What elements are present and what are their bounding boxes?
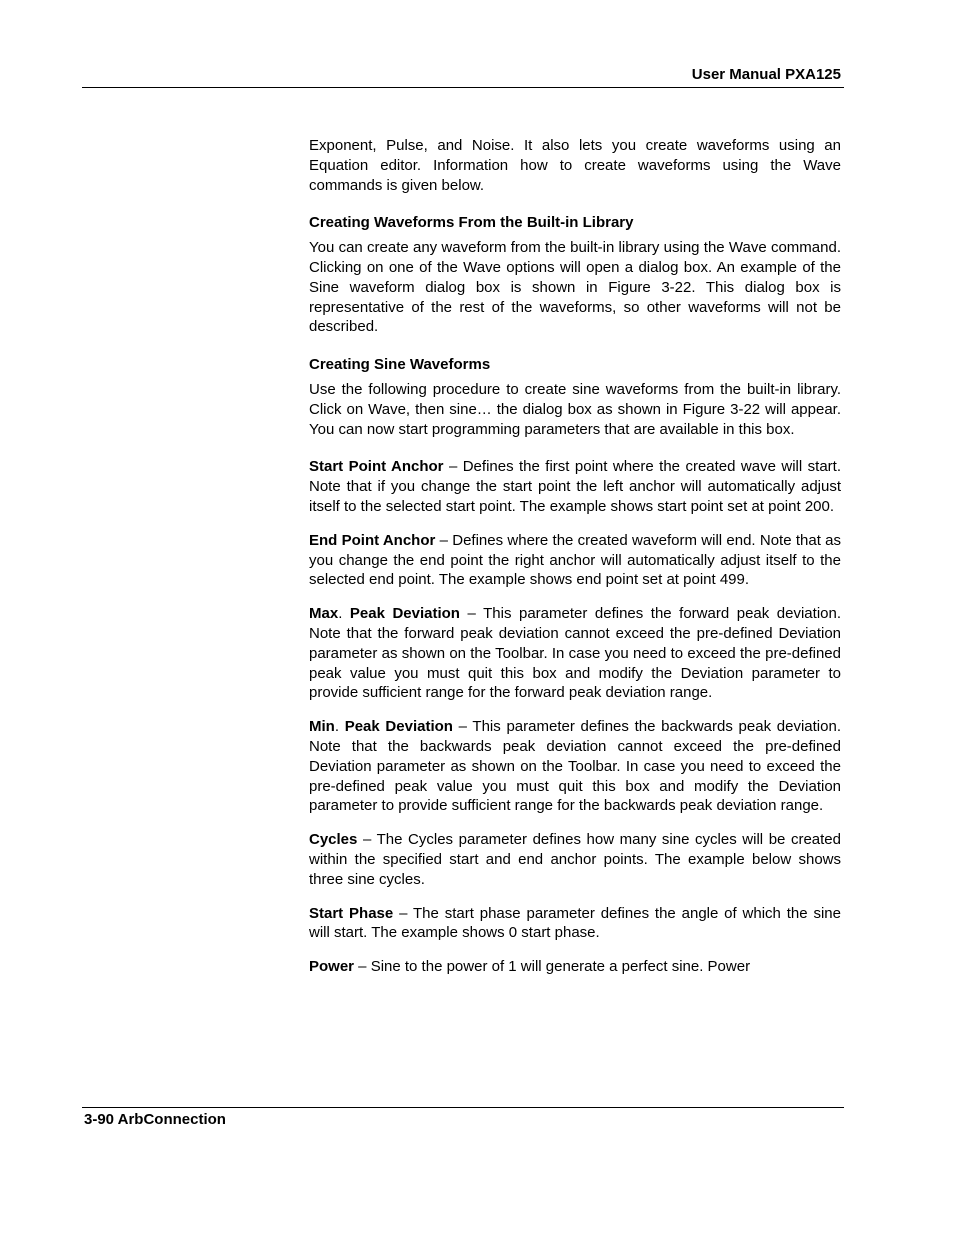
param-term: Start Point Anchor [309, 458, 444, 476]
section-heading-builtin-library: Creating Waveforms From the Built-in Library [309, 214, 634, 232]
param-term: Peak Deviation [349, 605, 460, 623]
param-start-point-anchor [309, 457, 841, 516]
sine-waveforms-paragraph: Use the following procedure to create sine waveforms from the built-in library. Click on Wave, then sine… the dialog box as shown in Figure 3-22 will appear. You can now start programming parameters that are available in this box. [309, 380, 841, 438]
param-term: Min [309, 718, 335, 736]
param-description: – This parameter defines the forward peak deviation. Note that the forward peak deviation cannot exceed the pre-defined Deviation parameter as shown on the Toolbar. In case you need to exceed the pre-defined peak value you must quit this box and modify the Deviation parameter to provide sufficient range for the forward peak deviation range. [309, 605, 841, 702]
param-description: – This parameter defines the backwards peak deviation. Note that the backwards peak deviation cannot exceed the pre-defined Deviation parameter as shown on the Toolbar. In case you need to exceed the pre-defined peak value you must quit this box and modify the Deviation parameter to provide sufficient range for the backwards peak deviation range. [309, 718, 841, 815]
param-term: Peak Deviation [344, 718, 453, 736]
param-description: – Sine to the power of 1 will generate a perfect sine. Power [354, 958, 751, 976]
param-start-phase [309, 904, 841, 944]
param-end-point-anchor [309, 531, 841, 590]
param-term: Cycles [309, 831, 358, 849]
param-description: – The start phase parameter defines the angle of which the sine will start. The example shows 0 start phase. [309, 904, 841, 942]
intro-paragraph: Exponent, Pulse, and Noise. It also lets you create waveforms using an Equation editor. Information how to create waveforms using the Wave commands is given below. [309, 137, 841, 194]
running-header-title: User Manual PXA125 [691, 66, 841, 83]
param-description: – Defines the first point where the created wave will start. Note that if you change the start point the left anchor will automatically adjust itself to the selected start point. The example shows start point set at point 200. [309, 458, 841, 515]
header-divider [82, 87, 844, 88]
section-heading-sine-waveforms: Creating Sine Waveforms [309, 356, 491, 374]
param-term: Start Phase [309, 904, 394, 922]
param-description: – The Cycles parameter defines how many sine cycles will be created within the specified start and end anchor points. The example below shows three sine cycles. [309, 831, 841, 888]
param-term: End Point Anchor [309, 531, 436, 549]
param-power [309, 957, 841, 977]
param-min-peak-deviation [309, 717, 841, 816]
param-description: – Defines where the created waveform will end. Note that as you change the end point the right anchor will automatically adjust itself to the selected end point. The example shows end point set at point 499. [309, 531, 841, 589]
param-cycles [309, 830, 841, 889]
param-max-peak-deviation [309, 604, 841, 703]
param-separator: . [334, 718, 345, 736]
page-body [309, 136, 841, 977]
param-term: Power [309, 958, 355, 976]
param-separator: . [338, 605, 350, 623]
footer-divider [82, 1107, 844, 1108]
page-footer: 3-90 ArbConnection [84, 1111, 226, 1128]
builtin-library-paragraph: You can create any waveform from the built-in library using the Wave command. Clicking on one of the Wave options will open a dialog box. An example of the Sine waveform dialog box is shown in Figure 3-22. This dialog box is representative of the rest of the waveforms, so other waveforms will not be described. [309, 239, 841, 336]
param-term: Max [309, 605, 339, 623]
